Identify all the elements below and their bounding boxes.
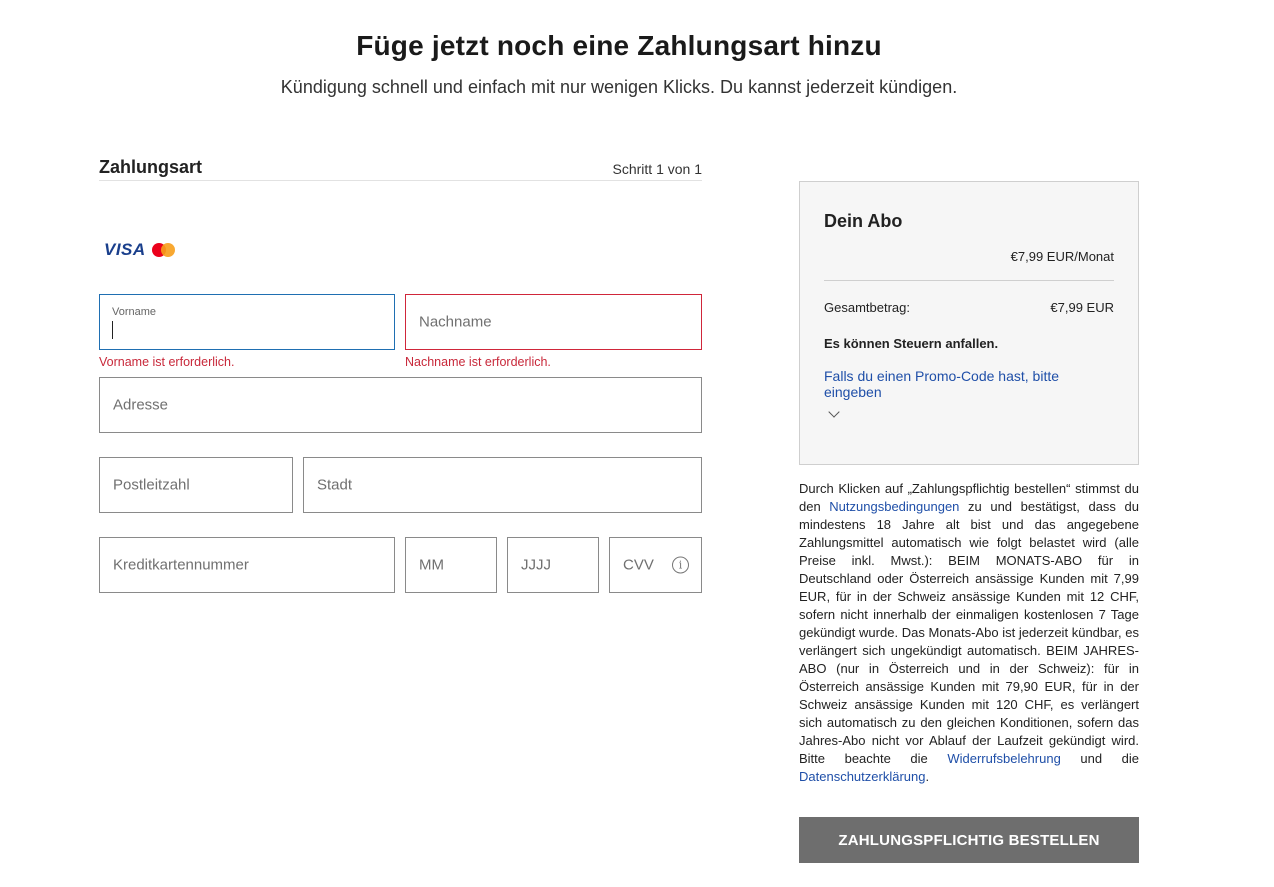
lastname-error: Nachname ist erforderlich. <box>405 355 551 369</box>
accepted-cards <box>104 240 176 260</box>
step-indicator: Schritt 1 von 1 <box>612 161 702 177</box>
info-icon[interactable]: i <box>672 557 689 574</box>
order-button[interactable]: ZAHLUNGSPFLICHTIG BESTELLEN <box>799 817 1139 863</box>
cvv-placeholder: CVV <box>623 556 654 574</box>
summary-title: Dein Abo <box>824 211 903 231</box>
city-field[interactable] <box>303 457 702 513</box>
zip-field[interactable] <box>99 457 293 513</box>
cvv-field[interactable] <box>609 537 702 593</box>
lastname-field[interactable] <box>405 294 702 350</box>
zip-placeholder: Postleitzahl <box>113 476 190 494</box>
firstname-label: Vorname <box>112 306 157 318</box>
mastercard-icon <box>152 242 176 258</box>
summary-divider <box>824 280 1114 281</box>
expiry-year-field[interactable] <box>507 537 599 593</box>
visa-icon: VISA <box>104 240 146 259</box>
privacy-link[interactable]: Datenschutzerklärung <box>799 769 926 784</box>
page-subtitle: Kündigung schnell und einfach mit nur wenigen Klicks. Du kannst jederzeit kündigen. <box>280 77 958 97</box>
lastname-placeholder: Nachname <box>419 313 492 331</box>
total-value: €7,99 EUR <box>1050 300 1114 315</box>
month-placeholder: MM <box>419 556 444 574</box>
legal-text: Durch Klicken auf „Zahlungspflichtig bestellen“ stimmst du den Nutzungsbedingungen zu und bestätigst, dass du mindestens 18 Jahre alt bist und das angegebene Zahlungsmittel automatisch wie folgt belastet wird (alle Preise inkl. Mwst.): BEIM MONATS-ABO für in Deutschland oder Österreich ansässige Kunden mit 7,99 EUR, für in der Schweiz ansässige Kunden mit 12 CHF, sofern nicht innerhalb der einmaligen kostenlosen 7 Tage gekündigt wurde. Das Monats-Abo ist jederzeit kündbar, es verlängert sich ungekündigt automatisch. BEIM JAHRES-ABO (nur in Österreich und in der Schweiz): für in Österreich ansässige Kunden mit 79,90 EUR, für in der Schweiz ansässige Kunden mit 120 CHF, es verlängert sich automatisch zu den gleichen Konditionen, sofern das Jahres-Abo nicht vor Ablauf der Laufzeit gekündigt wird. Bitte beachte die Widerrufsbelehrung und die Datenschutzerklärung. <box>799 481 1139 784</box>
tax-note: Es können Steuern anfallen. <box>824 336 999 351</box>
chevron-down-icon[interactable] <box>828 406 839 417</box>
city-placeholder: Stadt <box>317 476 353 494</box>
firstname-field[interactable] <box>99 294 395 350</box>
summary-price: €7,99 EUR/Monat <box>1010 249 1114 264</box>
firstname-error: Vorname ist erforderlich. <box>99 355 235 369</box>
address-placeholder: Adresse <box>113 396 169 414</box>
promo-code-link[interactable]: Falls du einen Promo-Code hast, bitte eingeben <box>824 368 1060 400</box>
subscription-summary <box>799 181 1139 465</box>
withdrawal-link[interactable]: Widerrufsbelehrung <box>947 751 1061 766</box>
text-caret <box>112 321 113 339</box>
address-field[interactable] <box>99 377 702 433</box>
payment-section-header <box>99 157 702 181</box>
terms-link[interactable]: Nutzungsbedingungen <box>829 499 960 514</box>
page-title: Füge jetzt noch eine Zahlungsart hinzu <box>356 30 882 61</box>
section-title: Zahlungsart <box>99 157 203 177</box>
card-number-field[interactable] <box>99 537 395 593</box>
year-placeholder: JJJJ <box>521 556 551 574</box>
expiry-month-field[interactable] <box>405 537 497 593</box>
total-label: Gesamtbetrag: <box>824 300 910 315</box>
card-number-placeholder: Kreditkartennummer <box>113 556 249 574</box>
